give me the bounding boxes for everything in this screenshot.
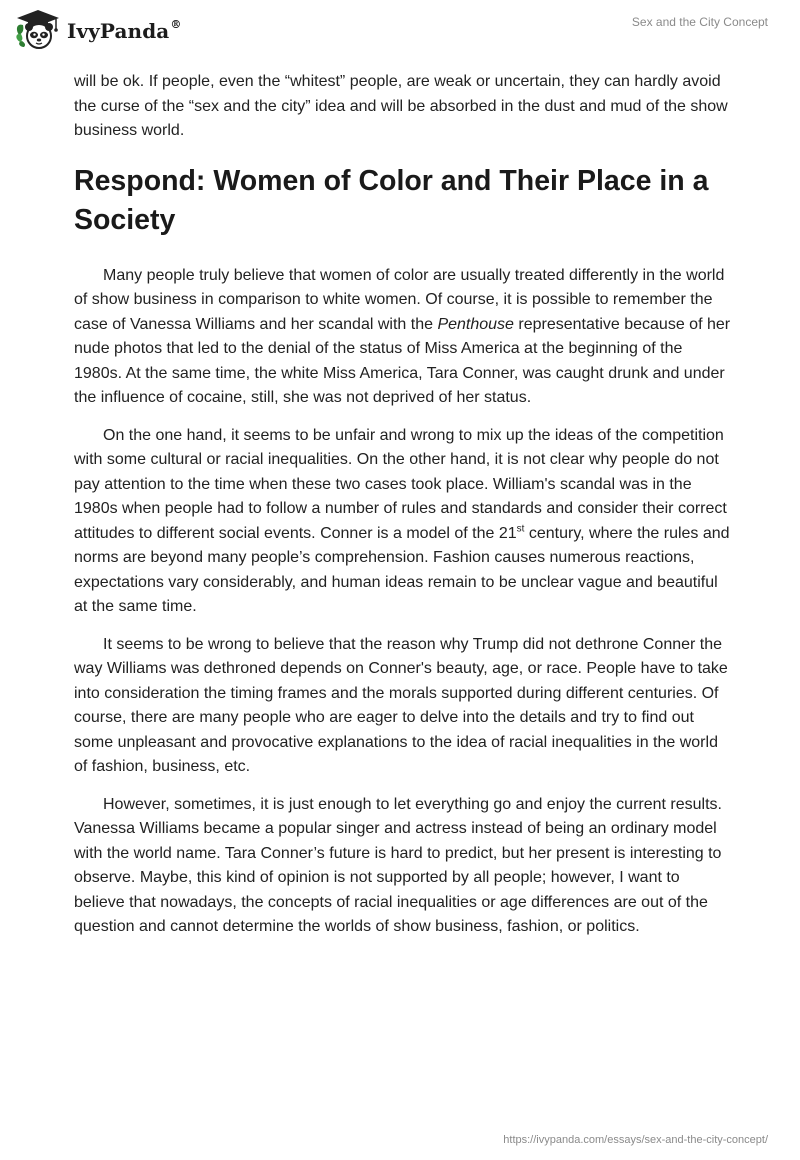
source-url[interactable]: https://ivypanda.com/essays/sex-and-the-city-concept/ (503, 1134, 768, 1146)
page-header (0, 0, 800, 62)
paragraph-1: Many people truly believe that women of color are usually treated differently in the world of show business in comparison to white women. Of course, it is possible to remember the case of Vanessa Williams and her scandal with the Penthouse representative because of her nude photos that led to the denial of the status of Miss America at the beginning of the 1980s. At the same time, the white Miss America, Tara Conner, was caught drunk and under the influence of cocaine, still, she was not deprived of her status. (74, 266, 731, 406)
document-title: Sex and the City Concept (631, 15, 768, 29)
paragraph-intro: will be ok. If people, even the “whitest” people, are weak or uncertain, they can hardly avoid the curse of the “sex and the city” idea and will be absorbed in the dust and mud of the show business world. (74, 73, 728, 139)
ivypanda-logo[interactable] (15, 9, 181, 51)
section-heading: Respond: Women of Color and Their Place in a Society (74, 164, 709, 236)
paragraph-2: On the one hand, it seems to be unfair and wrong to mix up the ideas of the competition with some cultural or racial inequalities. On the other hand, it is not clear why people do not pay attention to the time when these two cases took place. William's scandal was in the 1980s when people had to follow a number of rules and standards and consider their correct attitudes to different social events. Conner is a model of the 21st century, where the rules and norms are beyond many people’s comprehension. Fashion causes numerous reactions, expectations vary considerably, and human ideas remain to be unclear vague and beautiful at the same time. (74, 426, 730, 615)
brand-name: IvyPanda® (67, 18, 182, 43)
essay-content (74, 70, 734, 953)
publication-title: Penthouse (437, 315, 514, 333)
paragraph-3: It seems to be wrong to believe that the reason why Trump did not dethrone Conner the way Williams was dethroned depends on Conner's beauty, age, or race. People have to take into consideration the timing frames and the morals supported during different centuries. Of course, there are many people who are eager to delve into the details and try to find out some unpleasant and provocative explanations to the idea of racial inequalities in the world of fashion, business, etc. (74, 635, 728, 775)
paragraph-4: However, sometimes, it is just enough to let everything go and enjoy the current results. Vanessa Williams became a popular singer and actress instead of being an ordinary model with the world name. Tara Conner’s future is hard to predict, but her present is interesting to observe. Maybe, this kind of opinion is not supported by all people; however, I want to believe that nowadays, the concepts of racial inequalities or age differences are out of the question and cannot determine the worlds of show business, fashion, or politics. (74, 795, 722, 935)
panda-graduate-icon (15, 9, 61, 51)
